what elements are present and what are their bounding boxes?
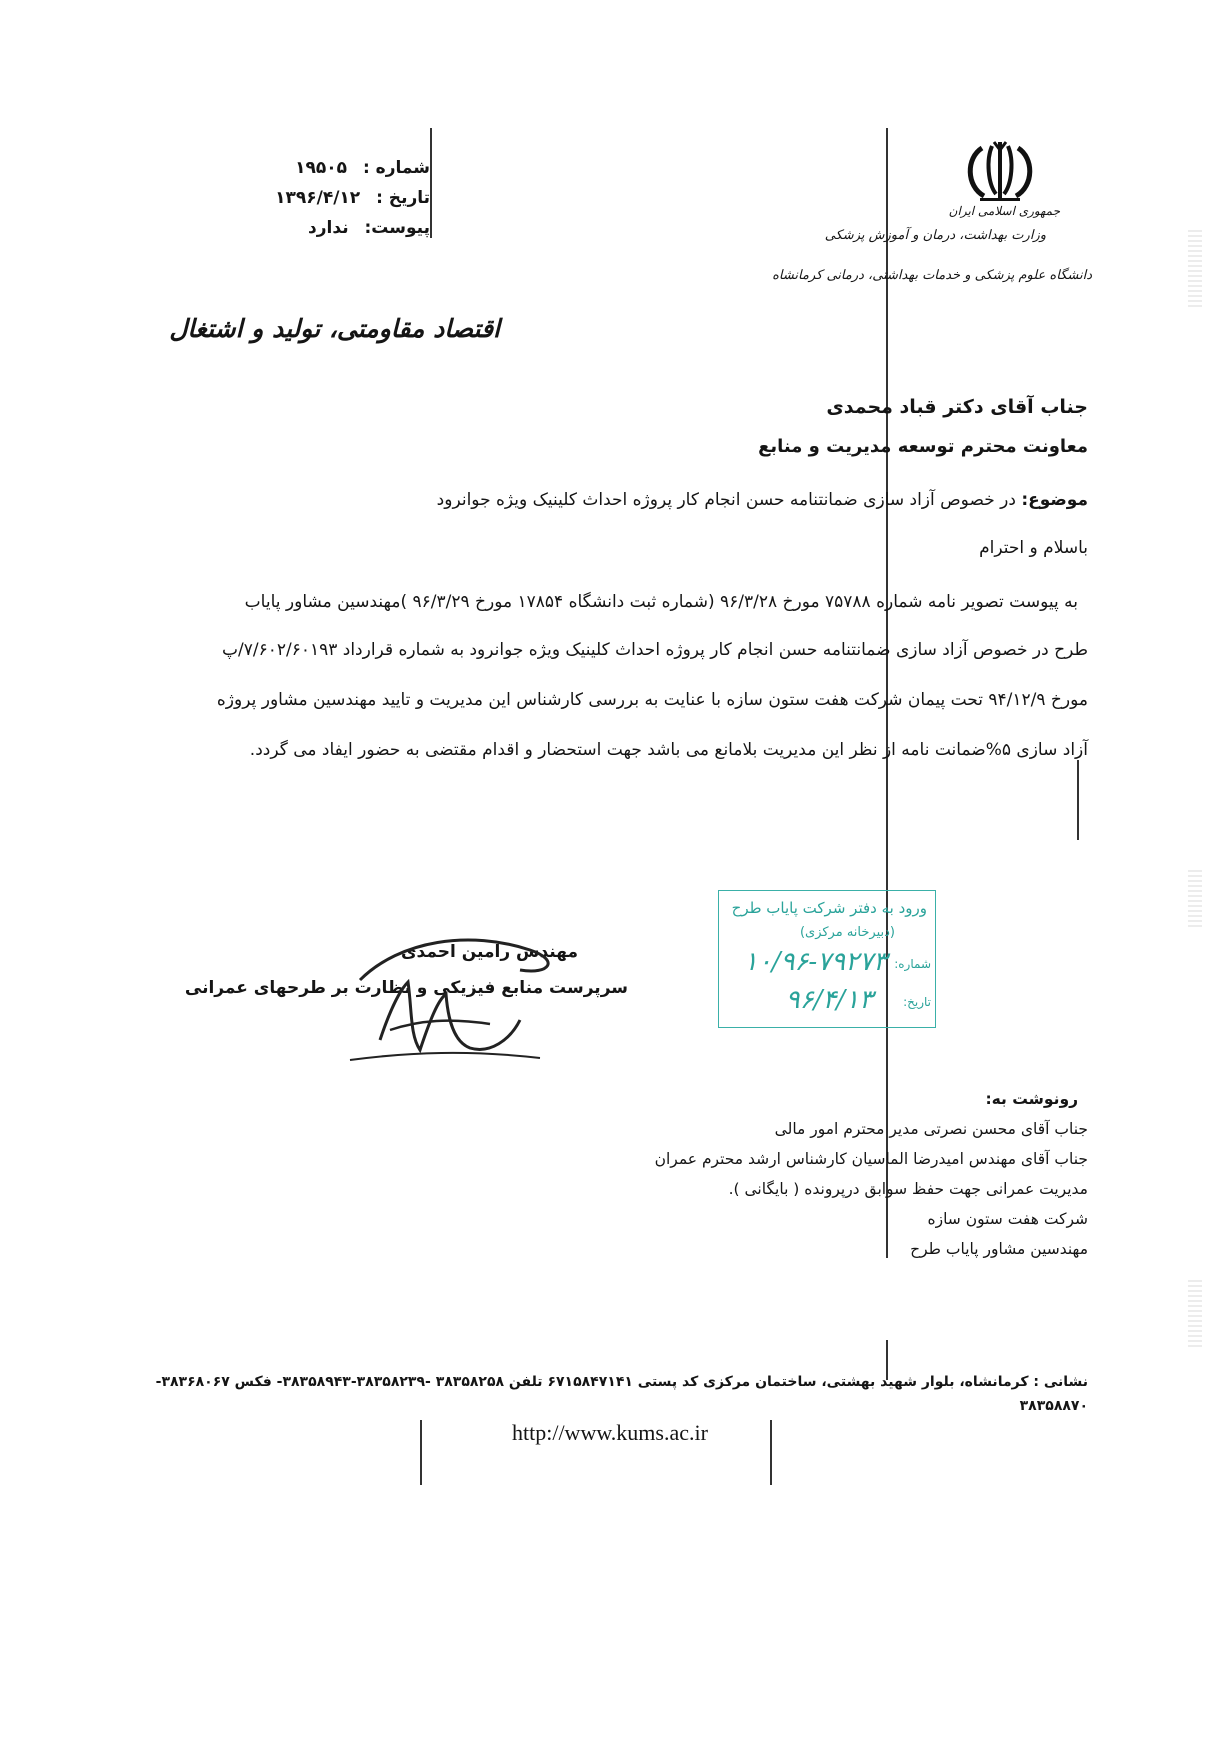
handwritten-signature-icon (320, 920, 580, 1070)
stamp-number-label: شماره: (894, 957, 931, 971)
cc-item-5: مهندسین مشاور پایاب طرح (910, 1240, 1088, 1258)
meta-attachment-row (308, 218, 430, 238)
scan-artifact-line (770, 1420, 772, 1485)
stamp-line-1: ورود به دفتر شرکت پایاب طرح (731, 899, 927, 917)
subject-label: موضوع: (1021, 490, 1088, 510)
recipient-title: معاونت محترم توسعه مدیریت و منابع (758, 436, 1088, 457)
meta-date-value: ۱۳۹۶/۴/۱۲ (275, 188, 361, 208)
meta-attachment-label: پیوست: (364, 218, 430, 238)
cc-item-1: جناب آقای محسن نصرتی مدیر محترم امور مالی (774, 1120, 1088, 1138)
ministry-line-3: دانشگاه علوم پزشکی و خدمات بهداشتی، درمانی کرمانشاه (772, 268, 1092, 283)
scan-edge-noise (1188, 230, 1202, 310)
cc-item-3: مدیریت عمرانی جهت حفظ سوابق درپرونده ( بایگانی ). (728, 1180, 1088, 1198)
scan-artifact-line (1077, 760, 1079, 840)
recipient-name: جناب آقای دکتر قباد محمدی (826, 396, 1088, 418)
subject-text: در خصوص آزاد سازی ضمانتنامه حسن انجام کار پروژه احداث کلینیک ویژه جوانرود (436, 490, 1016, 510)
ministry-line-1: جمهوری اسلامی ایران (948, 204, 1060, 218)
body-line-1: به پیوست تصویر نامه شماره ۷۵۷۸۸ مورخ ۹۶/۳/۲۸ (شماره ثبت دانشگاه ۱۷۸۵۴ مورخ ۹۶/۳/۲۹ )مهندسین مشاور پایاب (244, 592, 1078, 612)
body-line-2: طرح در خصوص آزاد سازی ضمانتنامه حسن انجام کار پروژه احداث کلینیک ویژه جوانرود به شماره قرارداد ۷/۶۰۲/۶۰۱۹۳/پ (221, 640, 1088, 660)
meta-attachment-value: ندارد (308, 218, 349, 238)
scan-artifact-line (420, 1420, 422, 1485)
signature-name: مهندس رامین احمدی (400, 942, 578, 962)
meta-number-value: ۱۹۵۰۵ (295, 158, 348, 178)
stamp-date-label: تاریخ: (903, 995, 931, 1009)
body-line-4: آزاد سازی ۵%ضمانت نامه از نظر این مدیریت بلامانع می باشد جهت استحضار و اقدام مقتضی به حضور ایفاد می گردد. (249, 740, 1088, 760)
scan-edge-noise (1188, 870, 1202, 930)
cc-heading: رونوشت به: (985, 1090, 1078, 1108)
footer-address-line-1: نشانی : کرمانشاه، بلوار شهید بهشتی، ساختمان مرکزی کد پستی ۶۷۱۵۸۴۷۱۴۱ تلفن ۳۸۳۵۸۲۵۸ -۳۸۳۵۸۲۳۹-۳۸۳۵۸۹۴۳- فکس ۳۸۳۶۸۰۶۷- (155, 1374, 1088, 1390)
cc-item-2: جناب آقای مهندس امیدرضا الماسیان کارشناس ارشد محترم عمران (654, 1150, 1088, 1168)
meta-number-label: شماره : (362, 158, 430, 178)
ministry-line-2: وزارت بهداشت، درمان و آموزش پزشکی (824, 228, 1046, 243)
receipt-stamp (718, 890, 936, 1028)
subject-line (437, 490, 1088, 510)
stamp-line-2: (دبیرخانه مرکزی) (799, 925, 895, 940)
scan-edge-noise (1188, 1280, 1202, 1350)
footer-address-line-2: ۳۸۳۵۸۸۷۰ (1019, 1398, 1088, 1414)
stamp-date-value: ۹۶/۴/۱۳ (785, 985, 873, 1015)
stamp-number-value: ۱۰/۹۶-۷۹۲۷۳ (743, 947, 887, 977)
meta-date-label: تاریخ : (376, 188, 430, 208)
greeting: باسلام و احترام (979, 538, 1088, 558)
cc-item-4: شرکت هفت ستون سازه (927, 1210, 1088, 1228)
meta-block (200, 158, 430, 248)
footer-url[interactable]: http://www.kums.ac.ir (512, 1420, 708, 1445)
meta-date-row (275, 188, 430, 208)
body-line-3: مورخ ۹۴/۱۲/۹ تحت پیمان شرکت هفت ستون سازه با عنایت به بررسی کارشناس این مدیریت و تایید مهندسین مشاور پروژه (216, 690, 1088, 710)
signature-title: سرپرست منابع فیزیکی و نظارت بر طرحهای عمرانی (184, 978, 628, 998)
meta-number-row (295, 158, 430, 178)
iran-emblem-icon (958, 140, 1042, 204)
slogan: اقتصاد مقاومتی، تولید و اشتغال (169, 314, 500, 343)
scan-artifact-line (430, 128, 432, 238)
